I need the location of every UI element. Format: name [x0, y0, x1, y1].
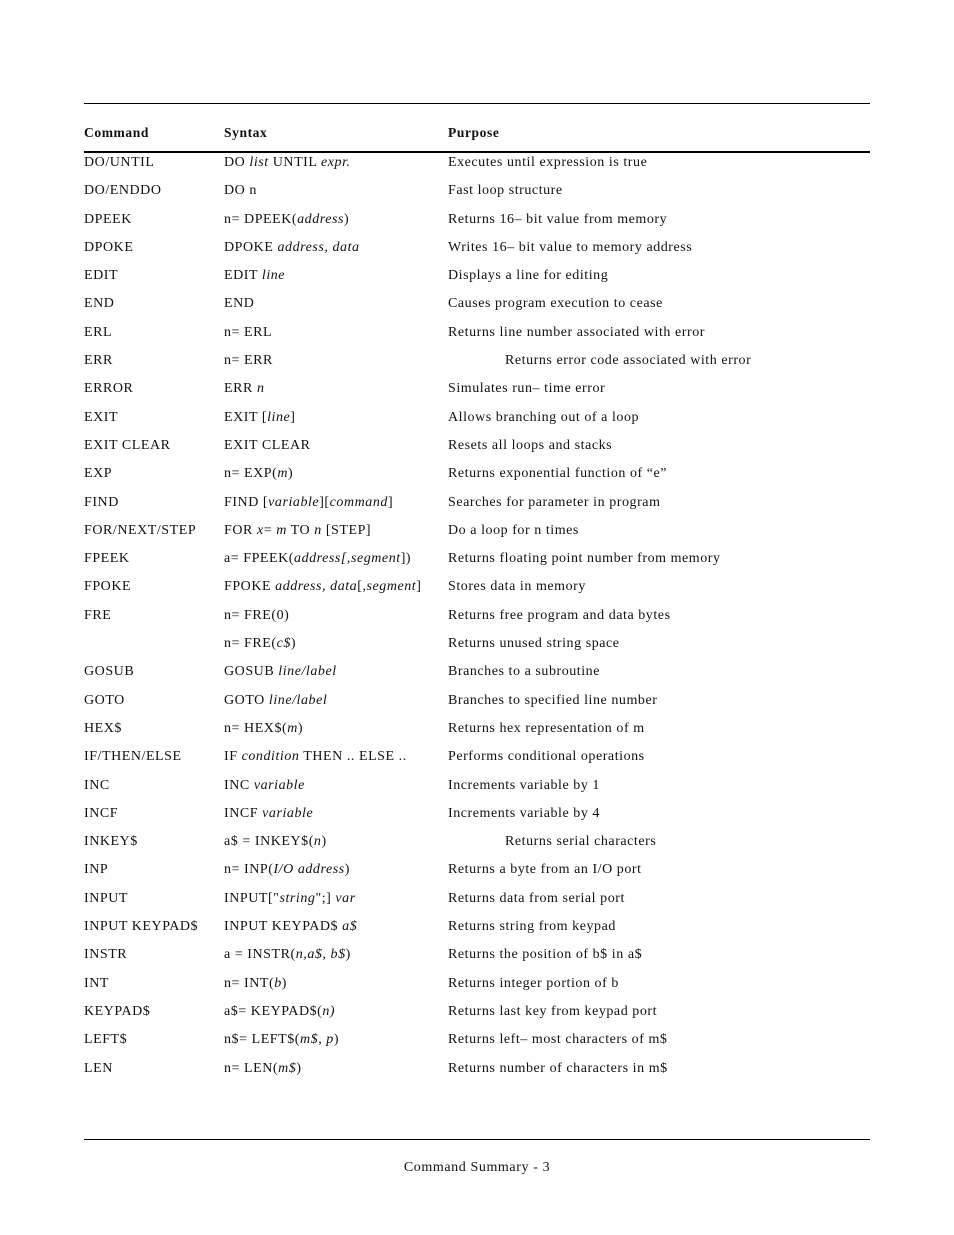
purpose-cell: Returns serial characters [505, 834, 657, 850]
syntax-segment: a$= KEYPAD$( [224, 1003, 323, 1019]
table-row [0, 492, 954, 520]
command-cell: INCF [84, 805, 119, 821]
syntax-cell [224, 1004, 335, 1020]
syntax-cell [224, 212, 349, 228]
table-row [0, 152, 954, 180]
syntax-segment: ) [344, 211, 350, 227]
table-row [0, 209, 954, 237]
syntax-segment: DPOKE [224, 239, 278, 255]
syntax-cell [224, 579, 421, 595]
syntax-cell [224, 636, 296, 652]
table-row [0, 1058, 954, 1086]
syntax-segment: ) [288, 466, 294, 482]
command-cell: DO/ENDDO [84, 183, 162, 199]
syntax-segment: = [263, 522, 277, 538]
table-row [0, 293, 954, 321]
command-cell: LEFT$ [84, 1032, 128, 1048]
command-cell: GOTO [84, 692, 125, 708]
syntax-segment: ) [281, 975, 288, 991]
syntax-segment: n,a$, b$ [295, 947, 346, 963]
command-cell: EDIT [84, 268, 119, 284]
syntax-segment: c$ [276, 636, 291, 652]
purpose-cell: Performs conditional operations [448, 749, 645, 765]
table-row [0, 633, 954, 661]
syntax-segment: address[,segment [294, 551, 401, 567]
command-cell: ERROR [84, 381, 134, 397]
purpose-cell: Returns string from keypad [448, 919, 616, 935]
table-row [0, 944, 954, 972]
command-cell: END [84, 296, 115, 312]
command-cell: DPEEK [84, 211, 132, 227]
syntax-cell [224, 523, 371, 539]
syntax-cell [224, 834, 327, 850]
table-row [0, 888, 954, 916]
command-cell: FPOKE [84, 579, 132, 595]
syntax-cell [224, 1061, 302, 1077]
purpose-cell: Returns exponential function of “e” [448, 466, 668, 482]
command-cell: ERL [84, 324, 113, 340]
command-cell: EXIT [84, 409, 119, 425]
syntax-segment: ) [296, 1060, 302, 1076]
command-cell: GOSUB [84, 664, 135, 680]
command-cell: INPUT [84, 890, 128, 906]
syntax-segment: n= INP( [224, 862, 274, 878]
syntax-segment: n [314, 522, 322, 538]
table-row [0, 548, 954, 576]
syntax-segment: ";] [315, 890, 336, 906]
table-row [0, 859, 954, 887]
purpose-cell: Returns last key from keypad port [448, 1003, 658, 1019]
syntax-segment: INPUT[" [224, 890, 280, 906]
table-row [0, 718, 954, 746]
syntax-segment: FOR [224, 522, 257, 538]
syntax-cell [224, 183, 257, 199]
syntax-cell [224, 240, 360, 256]
command-cell: INP [84, 862, 109, 878]
syntax-segment: segment [366, 579, 417, 595]
syntax-segment: n$= LEFT$( [224, 1032, 300, 1048]
command-cell: FIND [84, 494, 119, 510]
purpose-cell: Returns free program and data bytes [448, 607, 671, 623]
purpose-cell: Allows branching out of a loop [448, 409, 640, 425]
syntax-segment: n= INT( [224, 975, 275, 991]
syntax-cell [224, 693, 327, 709]
command-cell: HEX$ [84, 720, 122, 736]
syntax-segment: n [256, 381, 265, 397]
syntax-segment: ]) [400, 551, 412, 567]
syntax-segment: ERR [224, 381, 257, 397]
syntax-segment: line [261, 268, 286, 284]
syntax-segment: x [256, 522, 264, 538]
purpose-cell: Writes 16– bit value to memory address [448, 239, 693, 255]
syntax-segment: ) [344, 862, 350, 878]
syntax-segment: variable [262, 805, 314, 821]
syntax-segment: ) [321, 834, 327, 850]
purpose-cell: Resets all loops and stacks [448, 437, 613, 453]
table-row [0, 746, 954, 774]
syntax-segment: ) [297, 720, 304, 736]
syntax-segment: DO [224, 155, 250, 170]
syntax-segment: EXIT CLEAR [224, 437, 311, 453]
table-row [0, 435, 954, 463]
syntax-segment: INC [224, 777, 254, 793]
syntax-cell [224, 466, 293, 482]
command-cell: DPOKE [84, 239, 134, 255]
purpose-cell: Returns floating point number from memory [448, 551, 721, 567]
syntax-segment: b [274, 975, 282, 991]
purpose-cell: Returns unused string space [448, 636, 620, 652]
command-cell: FRE [84, 607, 112, 623]
syntax-segment: I/O address [273, 862, 345, 878]
syntax-segment: ) [290, 636, 297, 652]
syntax-segment: n= HEX$( [224, 720, 288, 736]
syntax-segment: list [249, 155, 269, 170]
syntax-segment: [STEP] [321, 522, 372, 538]
syntax-cell [224, 891, 356, 907]
purpose-cell: Returns hex representation of m [448, 720, 645, 736]
syntax-segment: var [335, 890, 356, 906]
syntax-segment: ] [416, 579, 422, 595]
table-row [0, 661, 954, 689]
command-cell: EXP [84, 466, 113, 482]
purpose-cell: Do a loop for n times [448, 522, 579, 538]
purpose-cell: Returns error code associated with error [505, 353, 752, 369]
table-row [0, 378, 954, 406]
purpose-cell: Branches to specified line number [448, 692, 658, 708]
syntax-cell [224, 778, 305, 794]
syntax-segment: n= FRE( [224, 636, 277, 652]
purpose-cell: Stores data in memory [448, 579, 586, 595]
syntax-cell [224, 947, 351, 963]
syntax-segment: ) [333, 1032, 340, 1048]
purpose-cell: Displays a line for editing [448, 268, 609, 284]
page-footer: Command Summary - 3 [403, 1160, 551, 1175]
table-row [0, 576, 954, 604]
command-cell: IF/THEN/ELSE [84, 749, 182, 765]
syntax-segment: m [287, 720, 298, 736]
table-row [0, 690, 954, 718]
table-row [0, 605, 954, 633]
syntax-cell [224, 919, 357, 935]
purpose-cell: Returns 16– bit value from memory [448, 211, 668, 227]
syntax-segment: UNTIL [268, 155, 322, 170]
footer-rule [84, 1139, 870, 1140]
syntax-cell [224, 664, 337, 680]
syntax-cell [224, 381, 265, 397]
top-rule [84, 103, 870, 104]
header-command: Command [84, 125, 149, 140]
syntax-cell [224, 551, 411, 567]
syntax-segment: n) [322, 1003, 336, 1019]
syntax-cell [224, 410, 296, 426]
syntax-segment: ) [345, 947, 351, 963]
syntax-segment: n [313, 834, 322, 850]
syntax-segment: string [279, 890, 316, 906]
command-cell: EXIT CLEAR [84, 437, 171, 453]
table-row [0, 322, 954, 350]
syntax-segment: n= FRE(0) [224, 607, 290, 623]
syntax-segment: a = INSTR( [224, 947, 296, 963]
table-row [0, 463, 954, 491]
table-row [0, 407, 954, 435]
purpose-cell: Returns data from serial port [448, 890, 625, 906]
table-row [0, 237, 954, 265]
table-row [0, 265, 954, 293]
syntax-segment: line/label [278, 664, 337, 680]
syntax-segment: n= ERR [224, 353, 273, 369]
command-table-body [0, 152, 954, 1086]
syntax-cell [224, 438, 311, 454]
syntax-segment: INPUT KEYPAD$ [224, 919, 343, 935]
table-row [0, 1029, 954, 1057]
command-cell: INKEY$ [84, 834, 138, 850]
syntax-segment: a= FPEEK( [224, 551, 295, 567]
syntax-segment: a$ [342, 919, 358, 935]
syntax-segment: command [329, 494, 388, 510]
purpose-cell: Increments variable by 4 [448, 805, 600, 821]
syntax-segment: ] [387, 494, 394, 510]
purpose-cell: Executes until expression is true [448, 155, 648, 170]
command-cell: LEN [84, 1060, 113, 1076]
syntax-segment: condition [241, 749, 300, 765]
table-row [0, 180, 954, 208]
syntax-cell [224, 608, 289, 624]
syntax-segment: address [297, 211, 345, 227]
syntax-segment: variable [253, 777, 305, 793]
syntax-segment: GOSUB [224, 664, 279, 680]
syntax-segment: m [277, 466, 289, 482]
syntax-cell [224, 721, 303, 737]
syntax-cell [224, 749, 407, 765]
syntax-segment: ][ [319, 494, 330, 510]
syntax-cell [224, 862, 350, 878]
syntax-segment: ] [290, 409, 296, 425]
syntax-segment: DO n [224, 183, 257, 199]
syntax-segment: FIND [ [224, 494, 269, 510]
syntax-segment: expr. [321, 155, 351, 170]
syntax-segment: TO [286, 522, 315, 538]
syntax-segment: m$, p [300, 1032, 334, 1048]
purpose-cell: Returns number of characters in m$ [448, 1060, 668, 1076]
syntax-segment: a$ = INKEY$( [224, 834, 314, 850]
syntax-cell [224, 495, 393, 511]
syntax-cell [224, 268, 285, 284]
syntax-segment: [, [357, 579, 367, 595]
command-cell: INC [84, 777, 110, 793]
syntax-segment: line/label [268, 692, 328, 708]
table-row [0, 803, 954, 831]
syntax-segment: n= ERL [224, 324, 273, 340]
command-cell: DO/UNTIL [84, 155, 155, 170]
syntax-segment: INCF [224, 805, 263, 821]
syntax-segment: address, data [277, 239, 360, 255]
syntax-cell [224, 806, 313, 822]
table-row [0, 973, 954, 1001]
command-cell: FPEEK [84, 551, 130, 567]
command-cell: KEYPAD$ [84, 1003, 151, 1019]
syntax-segment: GOTO [224, 692, 269, 708]
syntax-cell [224, 353, 273, 369]
purpose-cell: Returns a byte from an I/O port [448, 862, 642, 878]
syntax-segment: THEN .. ELSE .. [299, 749, 407, 765]
syntax-segment: IF [224, 749, 242, 765]
table-row [0, 350, 954, 378]
syntax-cell [224, 155, 351, 171]
syntax-segment: m [276, 522, 287, 538]
command-cell: INSTR [84, 947, 128, 963]
purpose-cell: Searches for parameter in program [448, 494, 661, 510]
syntax-segment: FPOKE [224, 579, 276, 595]
header-purpose: Purpose [448, 125, 500, 140]
table-row [0, 520, 954, 548]
table-row [0, 831, 954, 859]
syntax-segment: n= EXP( [224, 466, 278, 482]
syntax-segment: EDIT [224, 268, 262, 284]
purpose-cell: Branches to a subroutine [448, 664, 600, 680]
syntax-cell [224, 1032, 339, 1048]
syntax-segment: END [224, 296, 255, 312]
syntax-cell [224, 976, 287, 992]
syntax-segment: m$ [278, 1060, 297, 1076]
purpose-cell: Returns the position of b$ in a$ [448, 947, 643, 963]
command-cell: ERR [84, 353, 113, 369]
syntax-segment: line [267, 409, 291, 425]
purpose-cell: Increments variable by 1 [448, 777, 600, 793]
command-cell: INPUT KEYPAD$ [84, 919, 199, 935]
table-row [0, 1001, 954, 1029]
command-cell: INT [84, 975, 109, 991]
purpose-cell: Causes program execution to cease [448, 296, 663, 312]
purpose-cell: Simulates run– time error [448, 381, 606, 397]
syntax-segment: address, data [275, 579, 358, 595]
header-syntax: Syntax [224, 125, 268, 140]
command-cell: FOR/NEXT/STEP [84, 522, 197, 538]
purpose-cell: Returns line number associated with error [448, 324, 705, 340]
syntax-segment: variable [268, 494, 320, 510]
purpose-cell: Returns integer portion of b [448, 975, 619, 991]
purpose-cell: Returns left– most characters of m$ [448, 1032, 668, 1048]
syntax-cell [224, 325, 272, 341]
syntax-segment: EXIT [ [224, 409, 268, 425]
syntax-segment: n= DPEEK( [224, 211, 298, 227]
purpose-cell: Fast loop structure [448, 183, 563, 199]
table-row [0, 775, 954, 803]
syntax-cell [224, 296, 254, 312]
table-row [0, 916, 954, 944]
syntax-segment: n= LEN( [224, 1060, 279, 1076]
